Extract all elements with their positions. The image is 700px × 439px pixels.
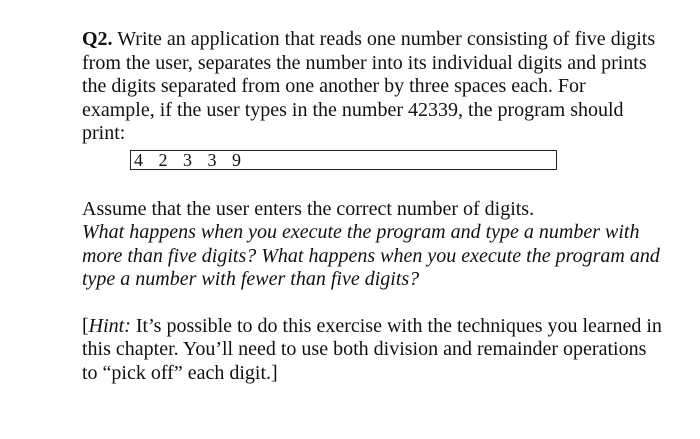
exercise-text: [82, 28, 662, 385]
assumption-questions: What happens when you execute the program and type a number with more than five digits? What happens when you execute the program and type a number with fewer than five digits?: [82, 221, 660, 290]
question-text: Write an application that reads one number consisting of five digits from the user, separates the number into its individual digits and prints the digits separated from one another by three spaces each. For example, if the user types in the number 42339, the program should print:: [82, 28, 656, 144]
hint-paragraph: [82, 315, 662, 386]
assumption-paragraph: [82, 198, 662, 292]
question-paragraph: [82, 28, 662, 146]
assumption-text: Assume that the user enters the correct number of digits.: [82, 197, 535, 220]
question-number: Q2.: [82, 28, 113, 50]
sample-output-box: 4 2 3 3 9: [130, 150, 557, 170]
hint-label: Hint:: [88, 314, 131, 337]
hint-open-bracket: [: [82, 314, 89, 337]
hint-text: It’s possible to do this exercise with the techniques you learned in this chapter. You’ll need to use both division and remainder operations to “pick off” each digit.]: [82, 314, 662, 384]
